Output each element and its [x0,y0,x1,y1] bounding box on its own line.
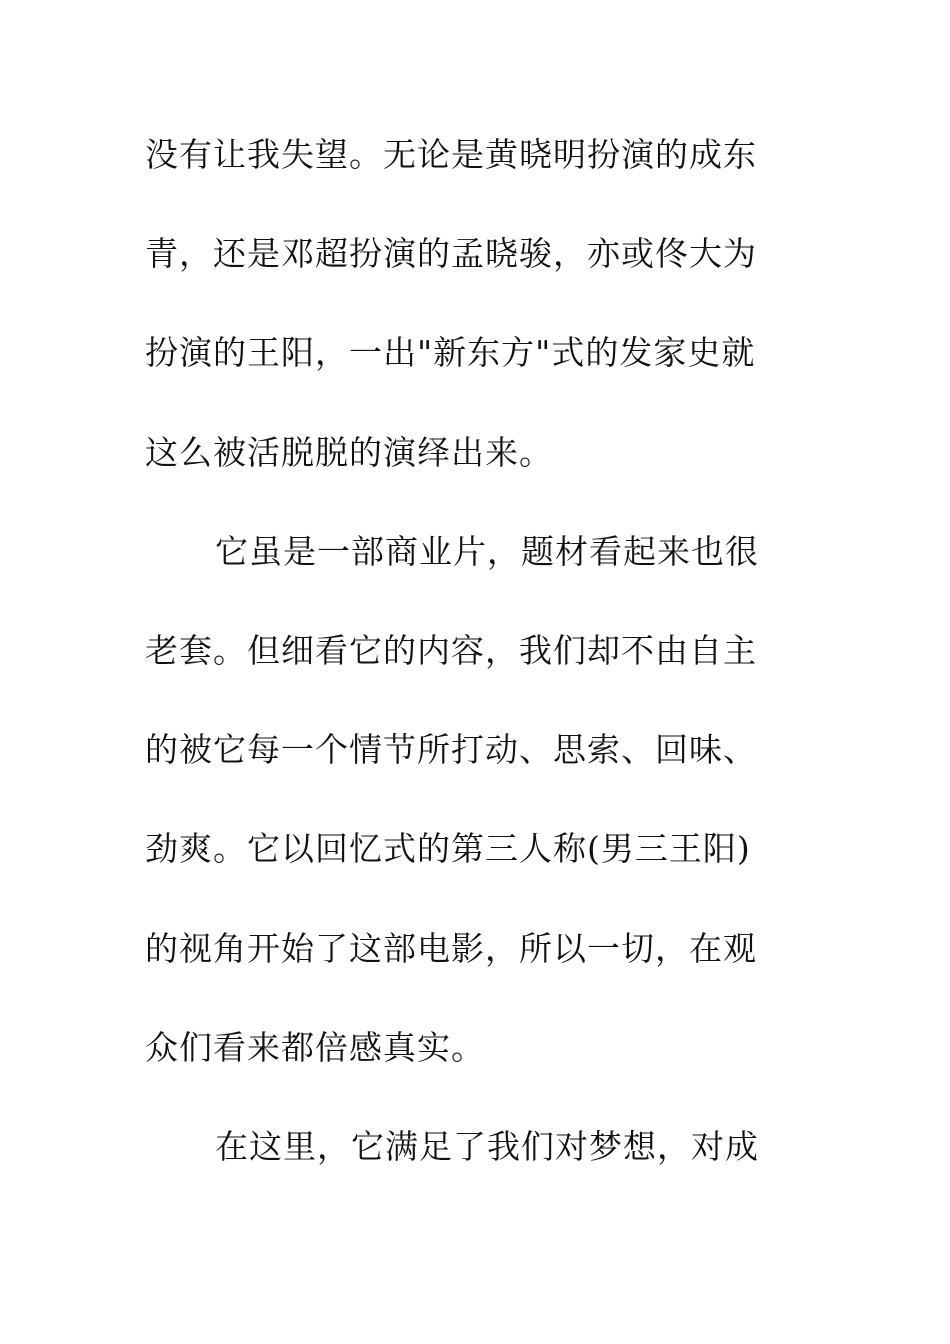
text-line: 扮演的王阳，一出"新东方"式的发家史就 [145,333,756,373]
text-line: 青，还是邓超扮演的孟晓骏，亦或佟大为 [145,234,757,274]
text-line: 的被它每一个情节所打动、思索、回味、 [145,730,757,770]
text-line: 没有让我失望。无论是黄晓明扮演的成东 [145,135,757,174]
paragraph-start-line: 在这里，它满足了我们对梦想，对成 [215,1126,759,1166]
text-line: 的视角开始了这部电影，所以一切，在观 [145,928,757,968]
text-line: 劲爽。它以回忆式的第三人称(男三王阳) [145,829,751,869]
body-text [145,122,785,1213]
text-line: 这么被活脱脱的演绎出来。 [145,432,553,472]
text-line: 众们看来都倍感真实。 [145,1027,485,1067]
paragraph-start-line: 它虽是一部商业片，题材看起来也很 [215,531,759,571]
text-line: 老套。但细看它的内容，我们却不由自主 [145,630,757,670]
